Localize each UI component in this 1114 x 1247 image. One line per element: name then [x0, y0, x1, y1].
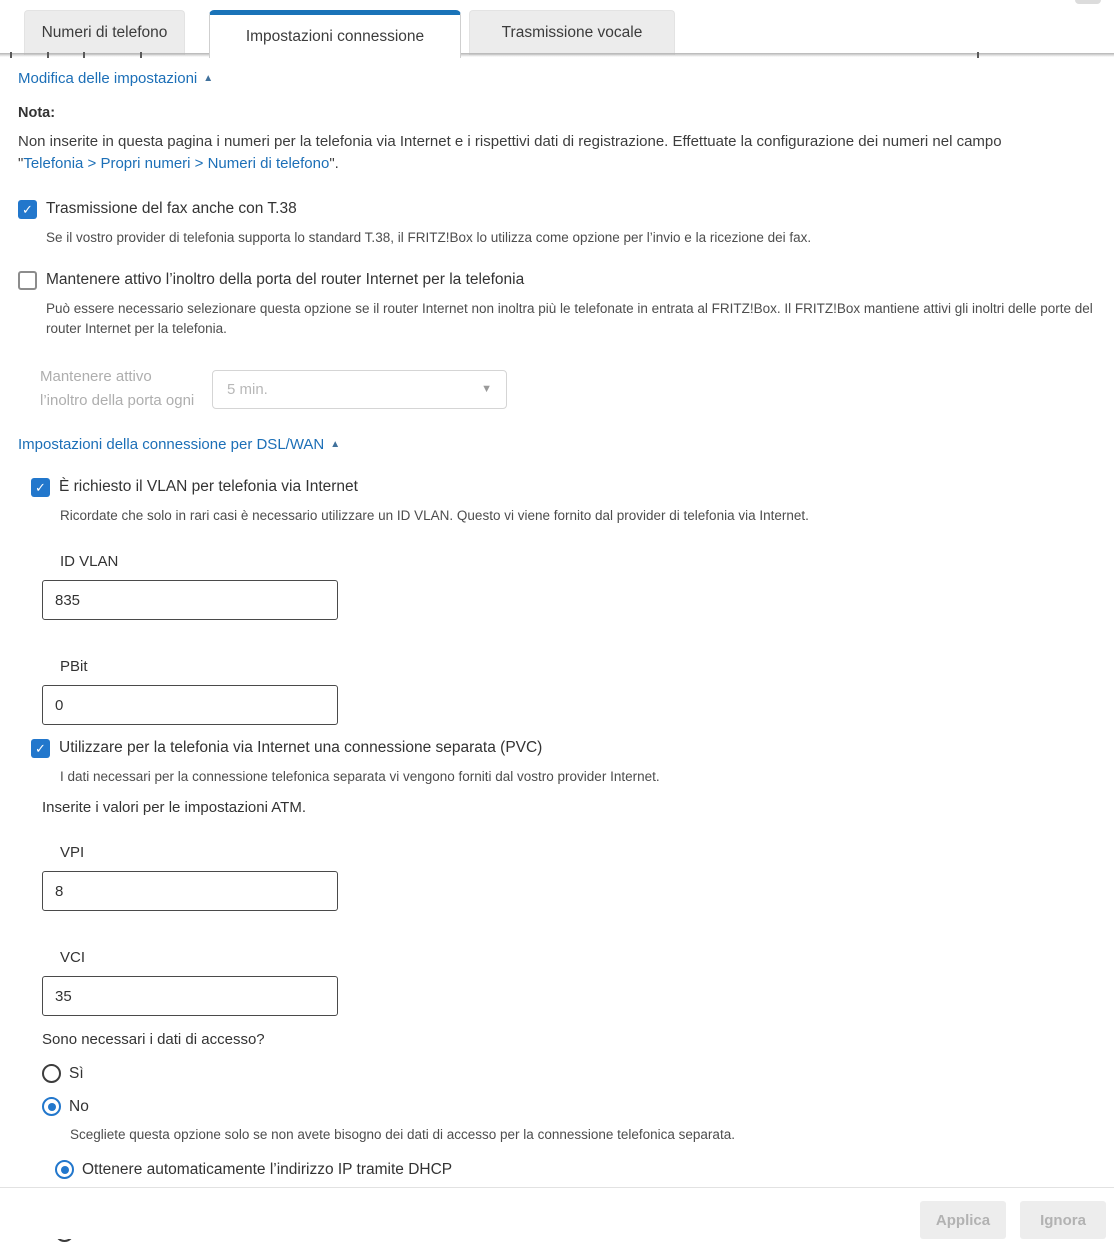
tab-numeri-di-telefono[interactable] — [24, 10, 185, 55]
access-data-question: Sono necessari i dati di accesso? — [42, 1031, 265, 1048]
interval-label-line2: l’inoltro della porta ogni — [40, 392, 195, 409]
clipped-text-fragment — [83, 52, 85, 58]
access-yes-label: Sì — [69, 1064, 84, 1082]
discard-button[interactable]: Ignora — [1020, 1201, 1106, 1239]
id-vlan-label: ID VLAN — [60, 553, 119, 570]
partial-scrolled-element — [1075, 0, 1101, 4]
footer-button-bar — [0, 1187, 1114, 1239]
tab-impostazioni-connessione[interactable] — [209, 10, 461, 58]
telefonia-path-link[interactable]: Telefonia > Propri numeri > Numeri di telefono — [23, 155, 330, 172]
pbit-label: PBit — [60, 658, 88, 675]
note-text — [18, 131, 1083, 175]
vci-label: VCI — [60, 949, 86, 966]
access-no-radio-row[interactable] — [42, 1097, 1096, 1116]
fax-t38-checkbox[interactable] — [18, 200, 37, 219]
dhcp-radio-row[interactable] — [55, 1160, 1096, 1179]
clipped-text-fragment — [10, 52, 12, 58]
atm-instruction: Inserite i valori per le impostazioni ATM. — [42, 799, 306, 816]
access-no-radio[interactable] — [42, 1097, 61, 1116]
vpi-input[interactable] — [42, 871, 338, 911]
note-sentence: Non inserite in questa pagina i numeri per la telefonia via Internet e i rispettivi dati di registrazione. Effettuate la configurazione dei numeri nel campo — [18, 133, 1002, 150]
interval-label-line1: Mantenere attivo — [40, 368, 152, 385]
settings-form — [0, 57, 1114, 1242]
tabbar-divider — [0, 53, 1114, 57]
dsl-wan-section-label: Impostazioni della connessione per DSL/WAN — [18, 436, 325, 453]
fax-t38-checkbox-row[interactable] — [18, 200, 1096, 219]
tab-label: Numeri di telefono — [41, 24, 168, 41]
port-forward-interval-row — [40, 365, 1096, 413]
dsl-wan-section — [18, 478, 1096, 1242]
modify-settings-link[interactable] — [18, 70, 213, 87]
pvc-help: I dati necessari per la connessione telefonica separata vi vengono forniti dal vostro provider Internet. — [60, 769, 660, 784]
port-forward-checkbox[interactable] — [18, 271, 37, 290]
vpi-label: VPI — [60, 844, 85, 861]
quote-open: " — [18, 155, 24, 172]
checkmark-icon: ✓ — [35, 479, 46, 495]
port-forward-label: Mantenere attivo l’inoltro della porta del router Internet per la telefonia — [46, 271, 525, 288]
fax-t38-label: Trasmissione del fax anche con T.38 — [46, 200, 297, 217]
tab-trasmissione-vocale[interactable] — [469, 10, 675, 55]
pvc-checkbox[interactable] — [31, 739, 50, 758]
vlan-help: Ricordate che solo in rari casi è necessario utilizzare un ID VLAN. Questo vi viene fornito dal provider di telefonia via Internet. — [60, 508, 809, 523]
access-yes-radio[interactable] — [42, 1064, 61, 1083]
pvc-checkbox-row[interactable] — [31, 739, 1096, 758]
access-no-help: Scegliete questa opzione solo se non avete bisogno dei dati di accesso per la connessione telefonica separata. — [70, 1127, 735, 1142]
vlan-checkbox-row[interactable] — [31, 478, 1096, 497]
interval-selected-value: 5 min. — [227, 380, 268, 398]
note-block — [18, 105, 1096, 175]
tab-label: Impostazioni connessione — [245, 27, 425, 45]
checkmark-icon: ✓ — [22, 201, 33, 217]
clipped-text-fragment — [977, 52, 979, 58]
dhcp-radio[interactable] — [55, 1160, 74, 1179]
port-forward-checkbox-row[interactable] — [18, 271, 1096, 290]
dhcp-label: Ottenere automaticamente l’indirizzo IP tramite DHCP — [82, 1160, 453, 1178]
pvc-label: Utilizzare per la telefonia via Internet una connessione separata (PVC) — [59, 739, 543, 756]
access-no-label: No — [69, 1097, 89, 1115]
checkmark-icon: ✓ — [35, 740, 46, 756]
vci-input[interactable] — [42, 976, 338, 1016]
quote-close: ". — [329, 155, 339, 172]
dsl-wan-section-link[interactable] — [18, 436, 340, 453]
clipped-text-fragment — [140, 52, 142, 58]
clipped-text-fragment — [47, 52, 49, 58]
tab-bar — [0, 0, 1114, 57]
vlan-checkbox[interactable] — [31, 478, 50, 497]
id-vlan-input[interactable] — [42, 580, 338, 620]
pbit-input[interactable] — [42, 685, 338, 725]
apply-button[interactable]: Applica — [920, 1201, 1006, 1239]
port-forward-help: Può essere necessario selezionare questa opzione se il router Internet non inoltra più le telefonate in entrata al FRITZ!Box. Il FRITZ!Box mantiene attivi gli inoltri delle porte del router Internet per la telefonia. — [46, 301, 1093, 336]
vlan-label: È richiesto il VLAN per telefonia via Internet — [59, 478, 358, 495]
collapse-arrow-icon: ▲ — [330, 438, 341, 450]
fax-t38-help: Se il vostro provider di telefonia supporta lo standard T.38, il FRITZ!Box lo utilizza come opzione per l’invio e la ricezione dei fax. — [46, 230, 812, 245]
interval-label — [40, 365, 212, 413]
collapse-arrow-icon: ▲ — [203, 72, 214, 84]
note-title: Nota: — [18, 105, 56, 121]
modify-settings-label: Modifica delle impostazioni — [18, 70, 198, 87]
tab-label: Trasmissione vocale — [501, 24, 643, 41]
access-yes-radio-row[interactable] — [42, 1064, 1096, 1083]
dropdown-caret-icon: ▼ — [481, 383, 492, 395]
interval-select[interactable] — [212, 370, 507, 409]
